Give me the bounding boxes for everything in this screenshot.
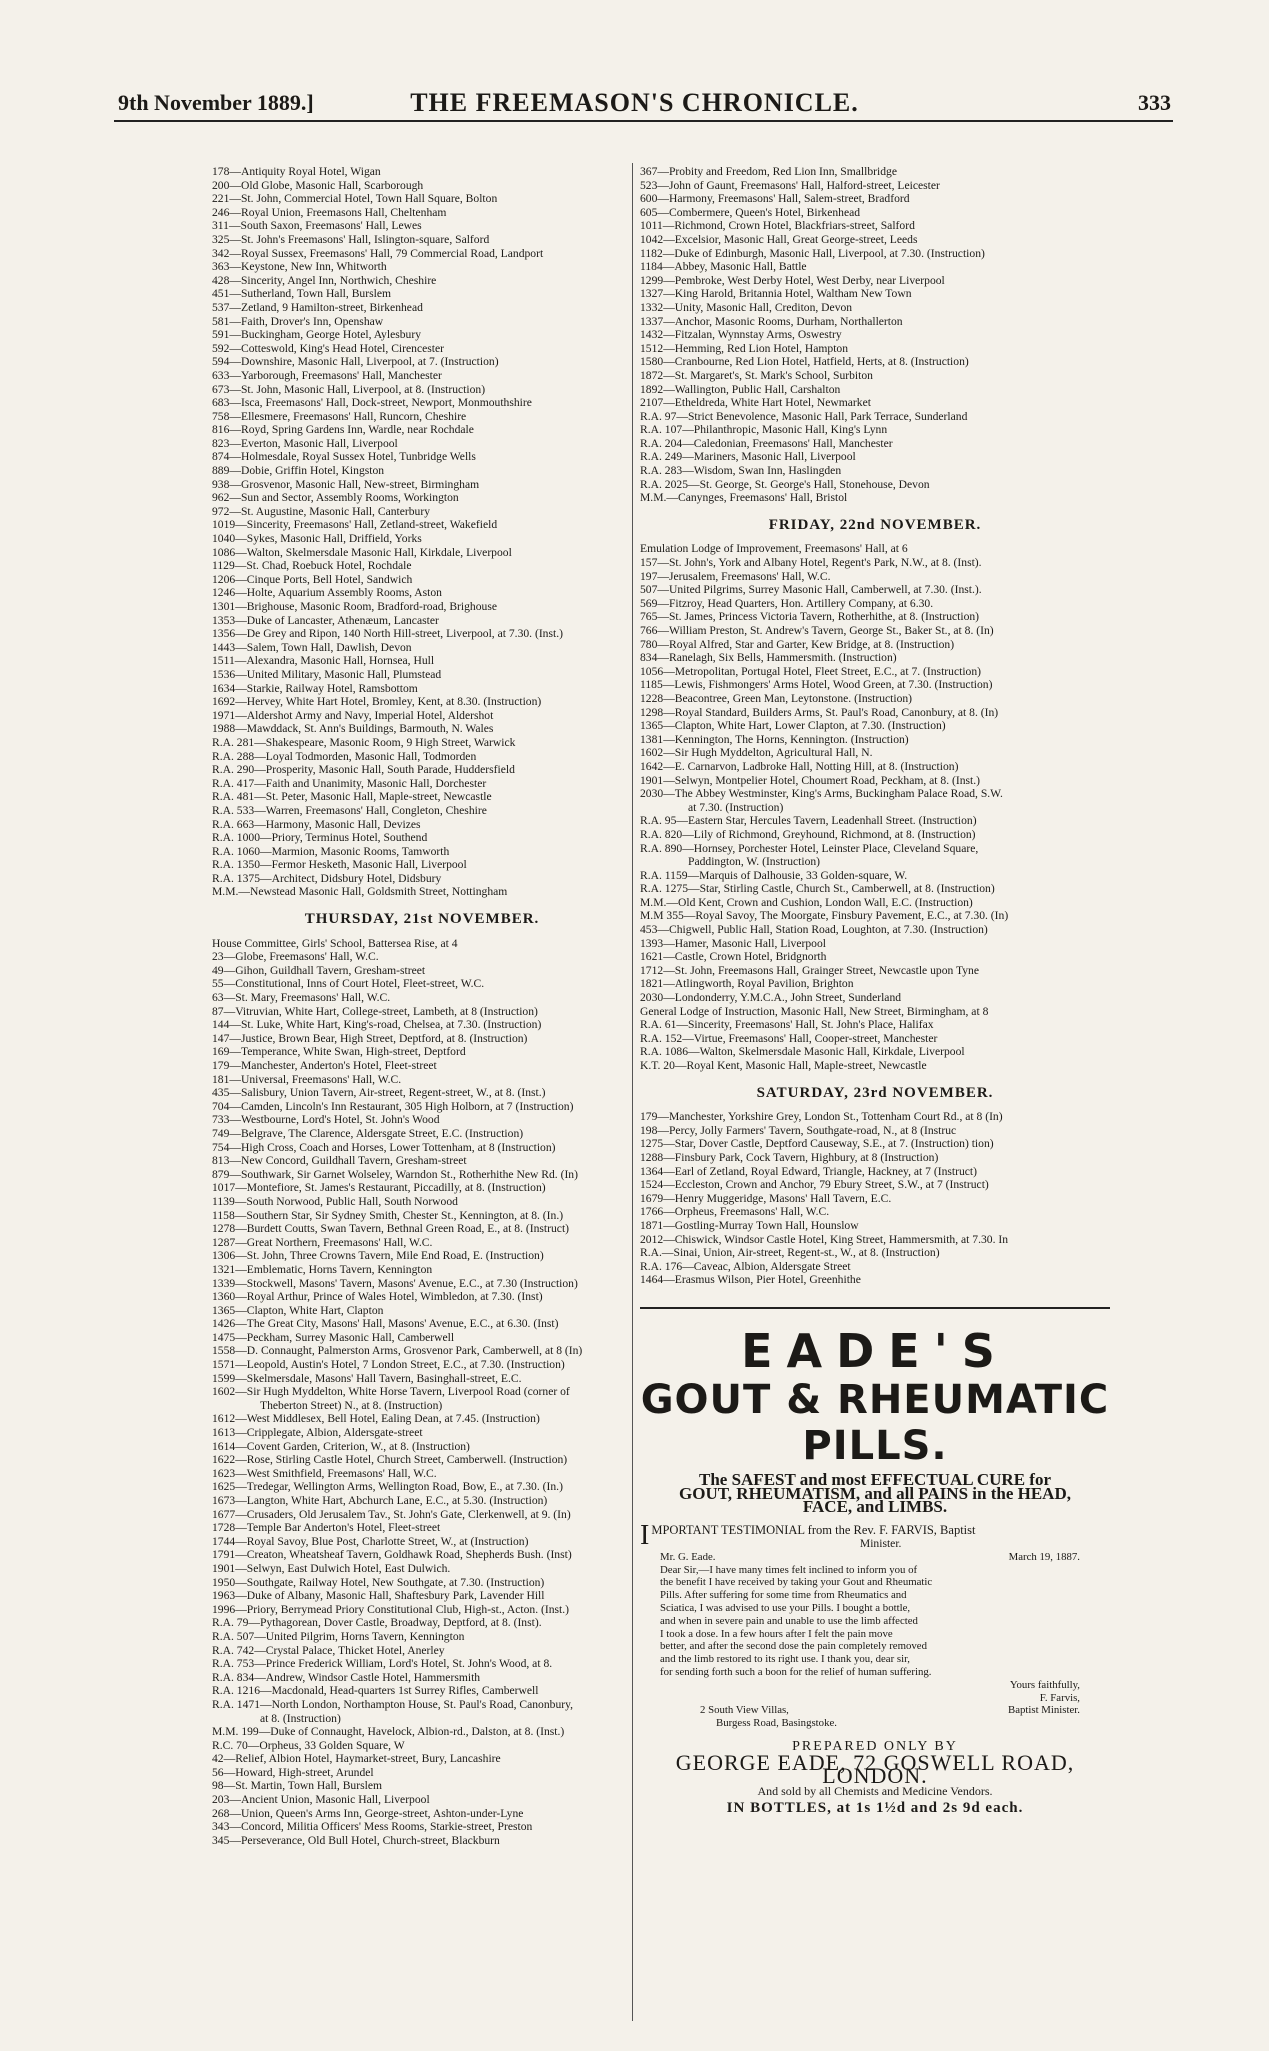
- list-item: R.A. 1375—Architect, Didsbury Hotel, Didsbury: [212, 871, 442, 885]
- list-item: 1679—Henry Muggeridge, Masons' Hall Tavern, E.C.: [640, 1191, 892, 1205]
- list-item: Pills. After suffering for some time from Rheumatics and: [660, 1589, 907, 1602]
- list-item: R.A. 290—Prosperity, Masonic Hall, South Parade, Huddersfield: [212, 763, 515, 777]
- list-item: 221—St. John, Commercial Hotel, Town Hall Square, Bolton: [212, 192, 498, 206]
- list-item: Theberton Street) N., at 8. (Instruction): [260, 1398, 443, 1412]
- list-item: 428—Sincerity, Angel Inn, Northwich, Cheshire: [212, 273, 437, 287]
- list-item: 1275—Star, Dover Castle, Deptford Causeway, S.E., at 7. (Instruction) tion): [640, 1137, 994, 1151]
- list-item: and the limb restored to its right use. I thank you, dear sir,: [660, 1653, 910, 1666]
- list-item: R.A. 107—Philanthropic, Masonic Hall, King's Lynn: [640, 423, 888, 437]
- list-item: R.A. 152—Virtue, Freemasons' Hall, Cooper-street, Manchester: [640, 1031, 938, 1045]
- list-item: 1139—South Norwood, Public Hall, South Norwood: [212, 1194, 458, 1208]
- list-item: 200—Old Globe, Masonic Hall, Scarborough: [212, 178, 424, 192]
- list-item: 1426—The Great City, Masons' Hall, Masons' Avenue, E.C., at 6.30. (Inst): [212, 1317, 559, 1331]
- list-item: 1621—Castle, Crown Hotel, Bridgnorth: [640, 950, 827, 964]
- list-item: 1182—Duke of Edinburgh, Masonic Hall, Liverpool, at 7.30. (Instruction): [640, 246, 985, 260]
- list-item: R.A. 1275—Star, Stirling Castle, Church St., Camberwell, at 8. (Instruction): [640, 882, 995, 896]
- saturday-list: [640, 1110, 1110, 1287]
- list-item: M.M.—Old Kent, Crown and Cushion, London Wall, E.C. (Instruction): [640, 895, 973, 909]
- list-item: R.A. 820—Lily of Richmond, Greyhound, Richmond, at 8. (Instruction): [640, 827, 976, 841]
- list-item: 1744—Royal Savoy, Blue Post, Charlotte Street, W., at (Instruction): [212, 1534, 529, 1548]
- list-item: 591—Buckingham, George Hotel, Aylesbury: [212, 328, 421, 342]
- list-item: 1622—Rose, Stirling Castle Hotel, Church Street, Camberwell. (Instruction): [212, 1453, 568, 1467]
- list-item: 98—St. Martin, Town Hall, Burslem: [212, 1779, 382, 1793]
- list-item: 1086—Walton, Skelmersdale Masonic Hall, Kirkdale, Liverpool: [212, 545, 512, 559]
- list-item: 1766—Orpheus, Freemasons' Hall, W.C.: [640, 1205, 830, 1219]
- advert-rule: [640, 1307, 1110, 1309]
- list-item: 311—South Saxon, Freemasons' Hall, Lewes: [212, 219, 422, 233]
- list-item: 1365—Clapton, White Hart, Clapton: [212, 1303, 384, 1317]
- list-item: 1871—Gostling-Murray Town Hall, Hounslow: [640, 1218, 859, 1232]
- list-item: 1712—St. John, Freemasons Hall, Grainger Street, Newcastle upon Tyne: [640, 963, 979, 977]
- list-item: R.A. 204—Caledonian, Freemasons' Hall, Manchester: [640, 436, 893, 450]
- column-divider: [632, 163, 633, 2021]
- list-item: 874—Holmesdale, Royal Sussex Hotel, Tunbridge Wells: [212, 450, 476, 464]
- list-item: 813—New Concord, Guildhall Tavern, Gresham-street: [212, 1154, 467, 1168]
- list-item: 938—Grosvenor, Masonic Hall, New-street, Birmingham: [212, 477, 480, 491]
- friday-list: [640, 542, 1110, 1072]
- list-item: 1475—Peckham, Surrey Masonic Hall, Camberwell: [212, 1330, 455, 1344]
- list-item: 1288—Finsbury Park, Cock Tavern, Highbury, at 8 (Instruction): [640, 1150, 939, 1164]
- list-item: 246—Royal Union, Freemasons Hall, Cheltenham: [212, 205, 447, 219]
- list-item: 1634—Starkie, Railway Hotel, Ramsbottom: [212, 681, 418, 695]
- list-item: 1432—Fitzalan, Wynnstay Arms, Oswestry: [640, 328, 842, 342]
- list-item: R.A. 481—St. Peter, Masonic Hall, Maple-street, Newcastle: [212, 790, 492, 804]
- list-item: 749—Belgrave, The Clarence, Aldersgate Street, E.C. (Instruction): [212, 1126, 524, 1140]
- list-item: 63—St. Mary, Freemasons' Hall, W.C.: [212, 991, 391, 1005]
- list-item: R.A. 507—United Pilgrim, Horns Tavern, Kennington: [212, 1629, 465, 1643]
- list-item: 1184—Abbey, Masonic Hall, Battle: [640, 260, 807, 274]
- list-item: 1356—De Grey and Ripon, 140 North Hill-street, Liverpool, at 7.30. (Inst.): [212, 627, 563, 641]
- list-item: 1872—St. Margaret's, St. Mark's School, Surbiton: [640, 368, 873, 382]
- list-item: 523—John of Gaunt, Freemasons' Hall, Halford-street, Leicester: [640, 178, 940, 192]
- list-item: 1625—Tredegar, Wellington Arms, Wellington Road, Bow, E., at 7.30. (In.): [212, 1480, 563, 1494]
- list-item: 1599—Skelmersdale, Masons' Hall Tavern, Basinghall-street, E.C.: [212, 1371, 522, 1385]
- list-item: K.T. 20—Royal Kent, Masonic Hall, Maple-street, Newcastle: [640, 1059, 927, 1072]
- list-item: 1040—Sykes, Masonic Hall, Driffield, Yorks: [212, 532, 422, 546]
- list-item: Paddington, W. (Instruction): [688, 855, 821, 869]
- list-item: General Lodge of Instruction, Masonic Hall, New Street, Birmingham, at 8: [640, 1004, 989, 1018]
- list-item: 1056—Metropolitan, Portugal Hotel, Fleet Street, E.C., at 7. (Instruction): [640, 664, 981, 678]
- list-item: 1321—Emblematic, Horns Tavern, Kennington: [212, 1262, 433, 1276]
- list-item: 1278—Burdett Coutts, Swan Tavern, Bethnal Green Road, E., at 8. (Instruct): [212, 1222, 570, 1236]
- list-item: R.A. 1471—North London, Northampton House, St. Paul's Road, Canonbury,: [212, 1697, 574, 1711]
- list-item: 147—Justice, Brown Bear, High Street, Deptford, at 8. (Instruction): [212, 1031, 528, 1045]
- sold-by: And sold by all Chemists and Medicine Vendors.: [757, 1783, 993, 1798]
- list-item: 834—Ranelagh, Six Bells, Hammersmith. (Instruction): [640, 651, 897, 665]
- list-item: 169—Temperance, White Swan, High-street, Deptford: [212, 1045, 466, 1059]
- list-item: 1673—Langton, White Hart, Abchurch Lane, E.C., at 5.30. (Instruction): [212, 1494, 548, 1507]
- list-item: R.A. 417—Faith and Unanimity, Masonic Hall, Dorchester: [212, 776, 487, 790]
- list-item: M.M.—Canynges, Freemasons' Hall, Bristol: [640, 491, 848, 505]
- list-item: 55—Constitutional, Inns of Court Hotel, Fleet-street, W.C.: [212, 977, 485, 991]
- list-item: 569—Fitzroy, Head Quarters, Hon. Artillery Company, at 6.30.: [640, 596, 934, 610]
- list-item: R.A. 97—Strict Benevolence, Masonic Hall, Park Terrace, Sunderland: [640, 409, 968, 423]
- list-item: 1365—Clapton, White Hart, Lower Clapton, at 7.30. (Instruction): [640, 719, 946, 733]
- list-item: R.A. 79—Pythagorean, Dover Castle, Broadway, Deptford, at 8. (Inst).: [212, 1616, 542, 1630]
- list-item: 453—Chigwell, Public Hall, Station Road, Loughton, at 7.30. (Instruction): [640, 923, 988, 937]
- list-item: 178—Antiquity Royal Hotel, Wigan: [212, 165, 381, 178]
- list-item: 1642—E. Carnarvon, Ladbroke Hall, Notting Hill, at 8. (Instruction): [640, 759, 959, 773]
- salutation: Mr. G. Eade. March 19, 1887.: [660, 1550, 1080, 1563]
- list-item: 1011—Richmond, Crown Hotel, Blackfriars-street, Salford: [640, 219, 915, 233]
- list-item: the benefit I have received by taking your Gout and Rheumatic: [660, 1576, 933, 1589]
- list-item: R.A. 1086—Walton, Skelmersdale Masonic Hall, Kirkdale, Liverpool: [640, 1045, 965, 1059]
- list-item: 345—Perseverance, Old Bull Hotel, Church-street, Blackburn: [212, 1833, 500, 1847]
- list-item: 1558—D. Connaught, Palmerston Arms, Grosvenor Park, Camberwell, at 8 (In): [212, 1344, 583, 1358]
- list-item: R.A. 890—Hornsey, Porchester Hotel, Leinster Place, Cleveland Square,: [640, 841, 979, 855]
- list-item: M.M 355—Royal Savoy, The Moorgate, Finsbury Pavement, E.C., at 7.30. (In): [640, 909, 1009, 923]
- list-item: 268—Union, Queen's Arms Inn, George-street, Ashton-under-Lyne: [212, 1806, 524, 1820]
- list-item: 203—Ancient Union, Masonic Hall, Liverpool: [212, 1793, 430, 1807]
- list-item: 181—Universal, Freemasons' Hall, W.C.: [212, 1072, 402, 1086]
- list-item: 198—Percy, Jolly Farmers' Tavern, Southgate-road, N., at 8 (Instruc: [640, 1123, 957, 1137]
- drop-cap: I: [640, 1519, 650, 1551]
- list-item: M.M.—Newstead Masonic Hall, Goldsmith Street, Nottingham: [212, 885, 508, 899]
- testimonial-body: [640, 1564, 1110, 1679]
- list-item: 1393—Hamer, Masonic Hall, Liverpool: [640, 936, 826, 950]
- list-item: 325—St. John's Freemasons' Hall, Islington-square, Salford: [212, 232, 490, 246]
- list-item: Dear Sir,—I have many times felt inclined to inform you of: [660, 1563, 918, 1576]
- list-item: R.A. 834—Andrew, Windsor Castle Hotel, Hammersmith: [212, 1670, 481, 1684]
- list-item: 1613—Cripplegate, Albion, Aldersgate-street: [212, 1426, 423, 1440]
- thursday-heading: THURSDAY, 21st NOVEMBER.: [304, 911, 540, 928]
- list-item: 1602—Sir Hugh Myddelton, White Horse Tavern, Liverpool Road (corner of: [212, 1385, 570, 1399]
- list-item: R.A. 283—Wisdom, Swan Inn, Haslingden: [640, 464, 842, 478]
- list-item: 1301—Brighouse, Masonic Room, Bradford-road, Brighouse: [212, 600, 497, 613]
- left-column: [212, 165, 632, 1847]
- list-item: R.A. 1000—Priory, Terminus Hotel, Southend: [212, 831, 428, 845]
- list-item: 1602—Sir Hugh Myddelton, Agricultural Hall, N.: [640, 746, 873, 760]
- list-item: 363—Keystone, New Inn, Whitworth: [212, 260, 387, 274]
- thursday-continued-list: [640, 165, 1110, 505]
- list-item: R.A. 753—Prince Frederick William, Lord's Hotel, St. John's Wood, at 8.: [212, 1657, 553, 1671]
- testimonial-heading-2: Minister.: [859, 1537, 902, 1551]
- list-item: 1821—Atlingworth, Royal Pavilion, Brighton: [640, 977, 854, 991]
- list-item: for sending forth such a boon for the relief of human suffering.: [660, 1666, 932, 1679]
- price: IN BOTTLES, at 1s 1½d and 2s 9d each.: [726, 1800, 1024, 1817]
- list-item: 766—William Preston, St. Andrew's Tavern, George St., Baker St., at 8. (In): [640, 624, 994, 637]
- list-item: 1129—St. Chad, Roebuck Hotel, Rochdale: [212, 559, 412, 573]
- list-item: 507—United Pilgrims, Surrey Masonic Hall, Camberwell, at 7.30. (Inst.).: [640, 583, 982, 597]
- list-item: 1580—Cranbourne, Red Lion Hotel, Hatfield, Herts, at 8. (Instruction): [640, 355, 969, 369]
- publication-title: THE FREEMASON'S CHRONICLE.: [410, 88, 859, 117]
- list-item: 633—Yarborough, Freemasons' Hall, Manchester: [212, 368, 442, 382]
- list-item: 1536—United Military, Masonic Hall, Plumstead: [212, 667, 442, 681]
- maker-address: GEORGE EADE, 72 GOSWELL ROAD, LONDON.: [675, 1749, 1075, 1789]
- list-item: 1901—Selwyn, Montpelier Hotel, Choumert Road, Peckham, at 8. (Inst.): [640, 773, 981, 787]
- list-item: 197—Jerusalem, Freemasons' Hall, W.C.: [640, 569, 831, 583]
- list-item: 1623—West Smithfield, Freemasons' Hall, W.C.: [212, 1466, 437, 1480]
- closing: Yours faithfully,: [1009, 1678, 1080, 1691]
- list-item: 1327—King Harold, Britannia Hotel, Waltham New Town: [640, 287, 912, 301]
- list-item: 1971—Aldershot Army and Navy, Imperial Hotel, Aldershot: [212, 708, 494, 722]
- list-item: 1464—Erasmus Wilson, Pier Hotel, Greenhithe: [640, 1273, 861, 1287]
- list-item: 179—Manchester, Yorkshire Grey, London St., Tottenham Court Rd., at 8 (In): [640, 1110, 1003, 1124]
- list-item: R.A.—Sinai, Union, Air-street, Regent-st., W., at 8. (Instruction): [640, 1246, 940, 1260]
- list-item: 1963—Duke of Albany, Masonic Hall, Shaftesbury Park, Lavender Hill: [212, 1589, 545, 1603]
- list-item: R.A. 281—Shakespeare, Masonic Room, 9 High Street, Warwick: [212, 735, 516, 749]
- list-item: 754—High Cross, Coach and Horses, Lower Tottenham, at 8 (Instruction): [212, 1140, 556, 1154]
- list-item: House Committee, Girls' School, Battersea Rise, at 4: [212, 936, 458, 950]
- list-item: 1791—Creaton, Wheatsheaf Tavern, Goldhawk Road, Shepherds Bush. (Inst): [212, 1548, 572, 1562]
- prepared-by: PREPARED ONLY BY: [792, 1739, 958, 1755]
- issue-date: 9th November 1889.]: [118, 90, 314, 115]
- list-item: 144—St. Luke, White Hart, King's-road, Chelsea, at 7.30. (Instruction): [212, 1018, 542, 1032]
- list-item: 600—Harmony, Freemasons' Hall, Salem-street, Bradford: [640, 192, 910, 206]
- right-column: [640, 165, 1110, 1816]
- list-item: 683—Isca, Freemasons' Hall, Dock-street, Newport, Monmouthshire: [212, 396, 532, 410]
- list-item: and when in severe pain and unable to use the limb affected: [660, 1614, 918, 1627]
- list-item: R.A. 1060—Marmion, Masonic Rooms, Tamworth: [212, 844, 450, 858]
- list-item: 1692—Hervey, White Hart Hotel, Bromley, Kent, at 8.30. (Instruction): [212, 695, 542, 709]
- list-item: R.A. 61—Sincerity, Freemasons' Hall, St. John's Place, Halifax: [640, 1018, 934, 1032]
- list-item: 581—Faith, Drover's Inn, Openshaw: [212, 314, 384, 328]
- list-item: 823—Everton, Masonic Hall, Liverpool: [212, 436, 398, 450]
- list-item: 1524—Eccleston, Crown and Anchor, 79 Ebury Street, S.W., at 7 (Instruct): [640, 1178, 989, 1192]
- list-item: 1332—Unity, Masonic Hall, Crediton, Devon: [640, 300, 853, 314]
- list-item: 1299—Pembroke, West Derby Hotel, West Derby, near Liverpool: [640, 273, 945, 287]
- list-item: 1019—Sincerity, Freemasons' Hall, Zetland-street, Wakefield: [212, 518, 498, 532]
- list-item: R.A. 1159—Marquis of Dalhousie, 33 Golden-square, W.: [640, 868, 908, 882]
- list-item: 42—Relief, Albion Hotel, Haymarket-street, Bury, Lancashire: [212, 1752, 501, 1766]
- list-item: R.C. 70—Orpheus, 33 Golden Square, W: [212, 1738, 405, 1752]
- list-item: 1042—Excelsior, Masonic Hall, Great George-street, Leeds: [640, 232, 918, 246]
- list-item: 179—Manchester, Anderton's Hotel, Fleet-street: [212, 1059, 437, 1072]
- eades-pills-advert: [640, 1325, 1110, 1816]
- list-item: 1381—Kennington, The Horns, Kennington. (Instruction): [640, 732, 909, 746]
- list-item: 435—Salisbury, Union Tavern, Air-street, Regent-street, W., at 8. (Inst.): [212, 1086, 546, 1100]
- list-item: R.A. 1216—Macdonald, Head-quarters 1st Surrey Rifles, Camberwell: [212, 1684, 539, 1698]
- list-item: 816—Royd, Spring Gardens Inn, Wardle, near Rochdale: [212, 423, 474, 437]
- list-item: 1158—Southern Star, Sir Sydney Smith, Chester St., Kennington, at 8. (In.): [212, 1208, 564, 1222]
- list-item: R.A. 2025—St. George, St. George's Hall, Stonehouse, Devon: [640, 477, 930, 491]
- list-item: at 7.30. (Instruction): [688, 800, 784, 814]
- list-item: 451—Sutherland, Town Hall, Burslem: [212, 287, 391, 301]
- list-item: 23—Globe, Freemasons' Hall, W.C.: [212, 950, 379, 964]
- list-item: at 8. (Instruction): [260, 1711, 341, 1725]
- list-item: 1511—Alexandra, Masonic Hall, Hornsea, Hull: [212, 654, 435, 668]
- list-item: R.A. 1350—Fermor Hesketh, Masonic Hall, Liverpool: [212, 858, 467, 872]
- list-item: 673—St. John, Masonic Hall, Liverpool, at 8. (Instruction): [212, 382, 486, 396]
- thursday-list: [212, 937, 632, 1848]
- list-item: 972—St. Augustine, Masonic Hall, Canterbury: [212, 504, 431, 518]
- list-item: 367—Probity and Freedom, Red Lion Inn, Smallbridge: [640, 165, 897, 178]
- list-item: 1337—Anchor, Masonic Rooms, Durham, Northallerton: [640, 314, 903, 328]
- address-2: Burgess Road, Basingstoke.: [716, 1717, 837, 1730]
- list-item: R.A. 663—Harmony, Masonic Hall, Devizes: [212, 817, 421, 831]
- list-item: 1614—Covent Garden, Criterion, W., at 8. (Instruction): [212, 1439, 470, 1453]
- list-item: R.A. 533—Warren, Freemasons' Hall, Congleton, Cheshire: [212, 803, 487, 817]
- list-item: 962—Sun and Sector, Assembly Rooms, Workington: [212, 491, 459, 505]
- list-item: 1612—West Middlesex, Bell Hotel, Ealing Dean, at 7.45. (Instruction): [212, 1412, 540, 1426]
- list-item: 2107—Etheldreda, White Hart Hotel, Newmarket: [640, 396, 871, 410]
- list-item: R.A. 176—Caveac, Albion, Aldersgate Street: [640, 1259, 851, 1273]
- list-item: Emulation Lodge of Improvement, Freemasons' Hall, at 6: [640, 542, 908, 556]
- list-item: 1339—Stockwell, Masons' Tavern, Masons' Avenue, E.C., at 7.30 (Instruction): [212, 1276, 578, 1290]
- list-item: 1246—Holte, Aquarium Assembly Rooms, Aston: [212, 586, 442, 600]
- list-item: 1298—Royal Standard, Builders Arms, St. Paul's Road, Canonbury, at 8. (In): [640, 705, 999, 719]
- list-item: better, and after the second dose the pain completely removed: [660, 1640, 927, 1653]
- list-item: 733—Westbourne, Lord's Hotel, St. John's Wood: [212, 1113, 440, 1127]
- testimonial-heading: IMPORTANT TESTIMONIAL from the Rev. F. FARVIS, Baptist: [640, 1519, 976, 1551]
- list-item: 1364—Earl of Zetland, Royal Edward, Triangle, Hackney, at 7 (Instruct): [640, 1164, 977, 1178]
- list-item: 1228—Beacontree, Green Man, Leytonstone. (Instruction): [640, 691, 913, 705]
- list-item: 1512—Hemming, Red Lion Hotel, Hampton: [640, 341, 849, 355]
- list-item: 1996—Priory, Berrymead Priory Constitutional Club, High-st., Acton. (Inst.): [212, 1602, 570, 1616]
- list-item: 49—Gihon, Guildhall Tavern, Gresham-street: [212, 963, 426, 977]
- list-item: 1950—Southgate, Railway Hotel, New Southgate, at 7.30. (Instruction): [212, 1575, 545, 1589]
- list-item: 1306—St. John, Three Crowns Tavern, Mile End Road, E. (Instruction): [212, 1249, 544, 1263]
- list-item: 594—Downshire, Masonic Hall, Liverpool, at 7. (Instruction): [212, 355, 499, 369]
- list-item: 879—Southwark, Sir Garnet Wolseley, Warndon St., Rotherhithe New Rd. (In): [212, 1167, 578, 1181]
- list-item: M.M. 199—Duke of Connaught, Havelock, Albion-rd., Dalston, at 8. (Inst.): [212, 1725, 565, 1739]
- list-item: 592—Cotteswold, King's Head Hotel, Cirencester: [212, 341, 444, 355]
- list-item: Sciatica, I was advised to use your Pills. I bought a bottle,: [660, 1602, 911, 1615]
- list-item: 342—Royal Sussex, Freemasons' Hall, 79 Commercial Road, Landport: [212, 246, 544, 260]
- list-item: 1287—Great Northern, Freemasons' Hall, W.C.: [212, 1235, 433, 1249]
- list-item: 758—Ellesmere, Freemasons' Hall, Runcorn, Cheshire: [212, 409, 467, 423]
- saturday-heading: SATURDAY, 23rd NOVEMBER.: [756, 1084, 994, 1101]
- list-item: 1360—Royal Arthur, Prince of Wales Hotel, Wimbledon, at 7.30. (Inst): [212, 1290, 543, 1304]
- list-item: 1206—Cinque Ports, Bell Hotel, Sandwich: [212, 572, 413, 586]
- advert-tagline-1: The SAFEST and most EFFECTUAL CURE for: [698, 1469, 1052, 1489]
- list-item: 537—Zetland, 9 Hamilton-street, Birkenhead: [212, 300, 423, 314]
- testimonial: [640, 1519, 1110, 1730]
- page-header: [40, 0, 1229, 117]
- advert-brand: EADE'S: [741, 1323, 1009, 1378]
- list-item: R.A. 249—Mariners, Masonic Hall, Liverpool: [640, 450, 856, 464]
- header-rule: [114, 120, 1173, 122]
- list-item: 87—Vitruvian, White Hart, College-street, Lambeth, at 8 (Instruction): [212, 1004, 538, 1018]
- list-item: 1353—Duke of Lancaster, Athenæum, Lancaster: [212, 613, 439, 627]
- list-item: 1892—Wallington, Public Hall, Carshalton: [640, 382, 841, 396]
- list-item: 343—Concord, Militia Officers' Mess Rooms, Starkie-street, Preston: [212, 1820, 533, 1834]
- list-item: 605—Combermere, Queen's Hotel, Birkenhead: [640, 205, 861, 219]
- list-item: 765—St. James, Princess Victoria Tavern, Rotherhithe, at 8. (Instruction): [640, 610, 980, 624]
- list-item: 157—St. John's, York and Albany Hotel, Regent's Park, N.W., at 8. (Inst).: [640, 556, 982, 570]
- advert-tagline-3: FACE, and LIMBS.: [802, 1497, 948, 1517]
- list-item: R.A. 288—Loyal Todmorden, Masonic Hall, Todmorden: [212, 749, 477, 763]
- list-item: 1017—Montefiore, St. James's Restaurant, Piccadilly, at 8. (Instruction): [212, 1181, 546, 1195]
- list-item: 2030—The Abbey Westminster, King's Arms, Buckingham Palace Road, S.W.: [640, 787, 1003, 801]
- list-item: 704—Camden, Lincoln's Inn Restaurant, 305 High Holborn, at 7 (Instruction): [212, 1099, 574, 1113]
- page-number: 333: [1138, 90, 1171, 115]
- list-item: 1185—Lewis, Fishmongers' Arms Hotel, Wood Green, at 7.30. (Instruction): [640, 678, 993, 692]
- friday-heading: FRIDAY, 22nd NOVEMBER.: [768, 516, 982, 533]
- advert-product: GOUT & RHEUMATIC PILLS.: [640, 1376, 1110, 1469]
- list-item: 1728—Temple Bar Anderton's Hotel, Fleet-street: [212, 1521, 441, 1535]
- wednesday-continued-list: [212, 165, 632, 899]
- list-item: 56—Howard, High-street, Arundel: [212, 1765, 374, 1779]
- list-item: 1677—Crusaders, Old Jerusalem Tav., St. John's Gate, Clerkenwell, at 9. (In): [212, 1507, 571, 1521]
- list-item: 2012—Chiswick, Windsor Castle Hotel, King Street, Hammersmith, at 7.30. In: [640, 1232, 1009, 1246]
- address: 2 South View Villas, Baptist Minister.: [700, 1704, 1080, 1717]
- list-item: I took a dose. In a few hours after I felt the pain move: [660, 1627, 893, 1640]
- list-item: 1901—Selwyn, East Dulwich Hotel, East Dulwich.: [212, 1561, 451, 1575]
- list-item: 1443—Salem, Town Hall, Dawlish, Devon: [212, 640, 412, 654]
- list-item: 889—Dobie, Griffin Hotel, Kingston: [212, 464, 385, 478]
- advert-tagline-2: GOUT, RHEUMATISM, and all PAINS in the HEAD,: [679, 1483, 1071, 1503]
- list-item: 1571—Leopold, Austin's Hotel, 7 London Street, E.C., at 7.30. (Instruction): [212, 1358, 565, 1372]
- list-item: R.A. 742—Crystal Palace, Thicket Hotel, Anerley: [212, 1643, 445, 1657]
- list-item: 780—Royal Alfred, Star and Garter, Kew Bridge, at 8. (Instruction): [640, 637, 955, 651]
- signature: F. Farvis,: [1039, 1691, 1080, 1704]
- list-item: 2030—Londonderry, Y.M.C.A., John Street, Sunderland: [640, 991, 902, 1005]
- list-item: R.A. 95—Eastern Star, Hercules Tavern, Leadenhall Street. (Instruction): [640, 814, 977, 828]
- list-item: 1988—Mawddack, St. Ann's Buildings, Barmouth, N. Wales: [212, 722, 494, 736]
